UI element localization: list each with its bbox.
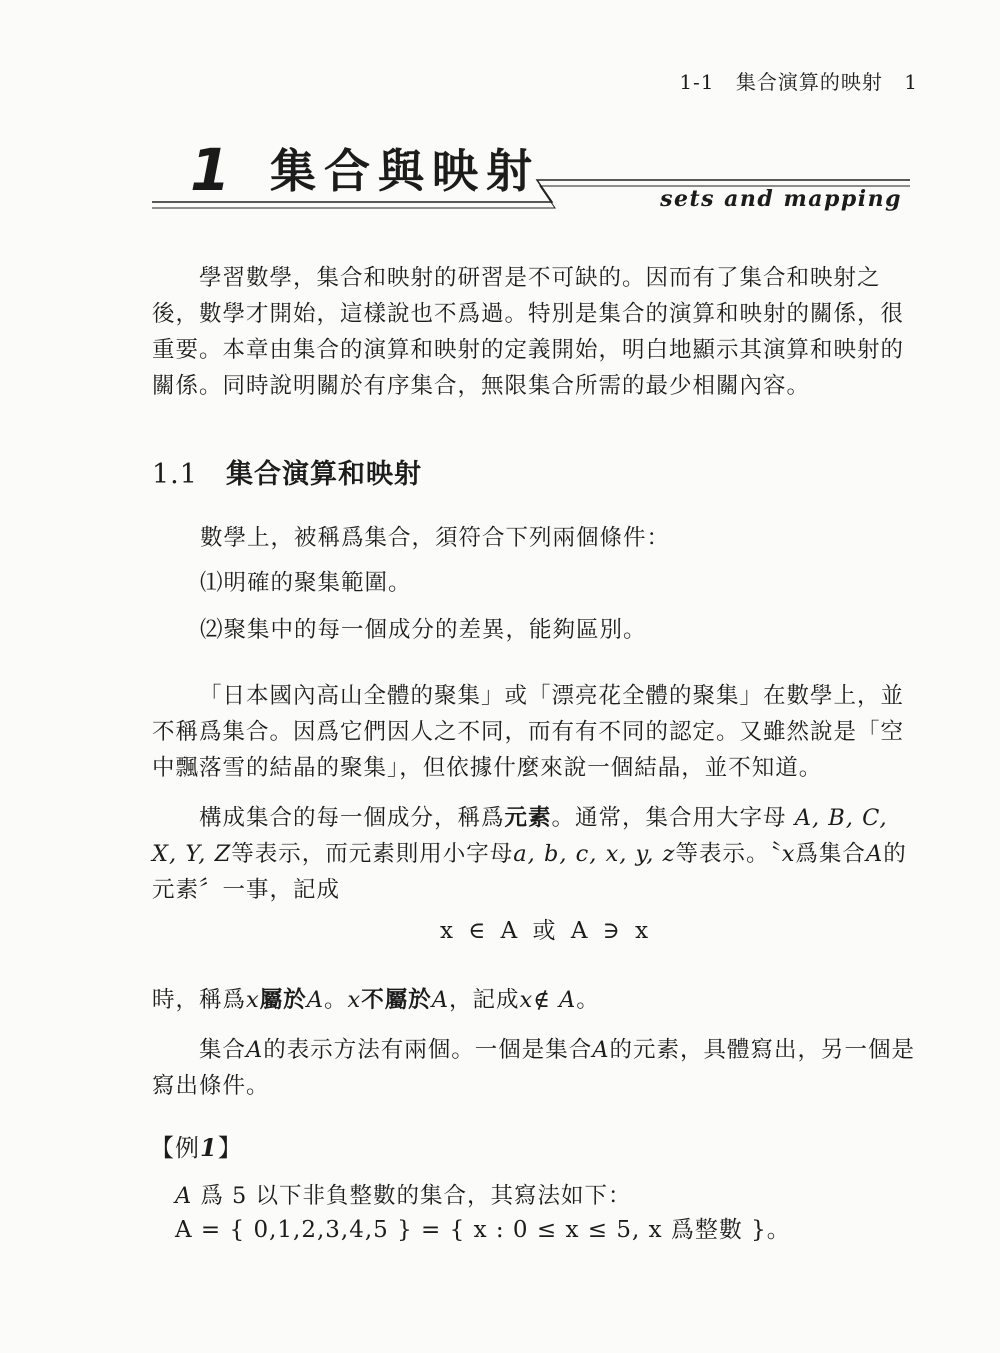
chapter-subtitle: sets and mapping — [660, 186, 902, 212]
paragraph-belongs: 時，稱爲x屬於A。x不屬於A，記成x∉ A。 — [152, 987, 600, 1013]
term-element: 元素 — [504, 805, 552, 831]
header-section: 1-1 — [679, 70, 715, 94]
header-page-number: 1 — [904, 70, 918, 94]
paragraph-set-definition: 數學上，被稱爲集合，須符合下列兩個條件： — [200, 525, 671, 551]
intro-paragraph: 學習數學，集合和映射的研習是不可缺的。因而有了集合和映射之後，數學才開始，這樣說也不爲過。特別是集合的演算和映射的關係，很重要。本章由集合的演算和映射的定義開始，明白地顯示其演算和映射的關係。同時說明關於有序集合，無限集合所需的最少相關內容。 — [152, 265, 905, 399]
chapter-number: 1 — [190, 136, 231, 204]
chapter-heading — [152, 130, 912, 220]
term-not-belongs: 不屬於 — [361, 987, 432, 1013]
header-title: 集合演算的映射 — [735, 70, 883, 94]
chapter-title: 集合與映射 — [270, 144, 540, 198]
paragraph-elements: 構成集合的每一個成分，稱爲元素。通常，集合用大字母 A, B, C, X, Y, Z等表示，而元素則用小字母a, b, c, x, y, z等表示。〝x爲集合A的元素〞一事，記成 — [152, 805, 907, 903]
paragraph-examples: 「日本國內高山全體的聚集」或「漂亮花全體的聚集」在數學上，並不稱爲集合。因爲它們因人之不同，而有有不同的認定。又雖然說是「空中飄落雪的結晶的聚集」，但依據什麼來說一個結晶，並不知道。 — [152, 683, 905, 781]
condition-1: ⑴明確的聚集範圍。 — [200, 570, 412, 596]
membership-formula: x ∈ A 或 A ∋ x — [440, 918, 653, 944]
example-line-2: A = { 0,1,2,3,4,5 } = { x : 0 ≤ x ≤ 5, x 爲整數 }。 — [175, 1217, 791, 1243]
example-line-1: A 爲 5 以下非負整數的集合，其寫法如下： — [175, 1183, 632, 1209]
section-title: 集合演算和映射 — [225, 459, 422, 490]
running-header — [665, 66, 918, 95]
term-belongs: 屬於 — [259, 987, 307, 1013]
condition-2: ⑵聚集中的每一個成分的差異，能夠區別。 — [200, 617, 647, 643]
section-heading — [152, 452, 422, 491]
example-label: 【例1】 — [150, 1133, 243, 1162]
section-number: 1.1 — [152, 459, 198, 490]
paragraph-representation: 集合A的表示方法有兩個。一個是集合A的元素，具體寫出，另一個是寫出條件。 — [152, 1037, 916, 1099]
